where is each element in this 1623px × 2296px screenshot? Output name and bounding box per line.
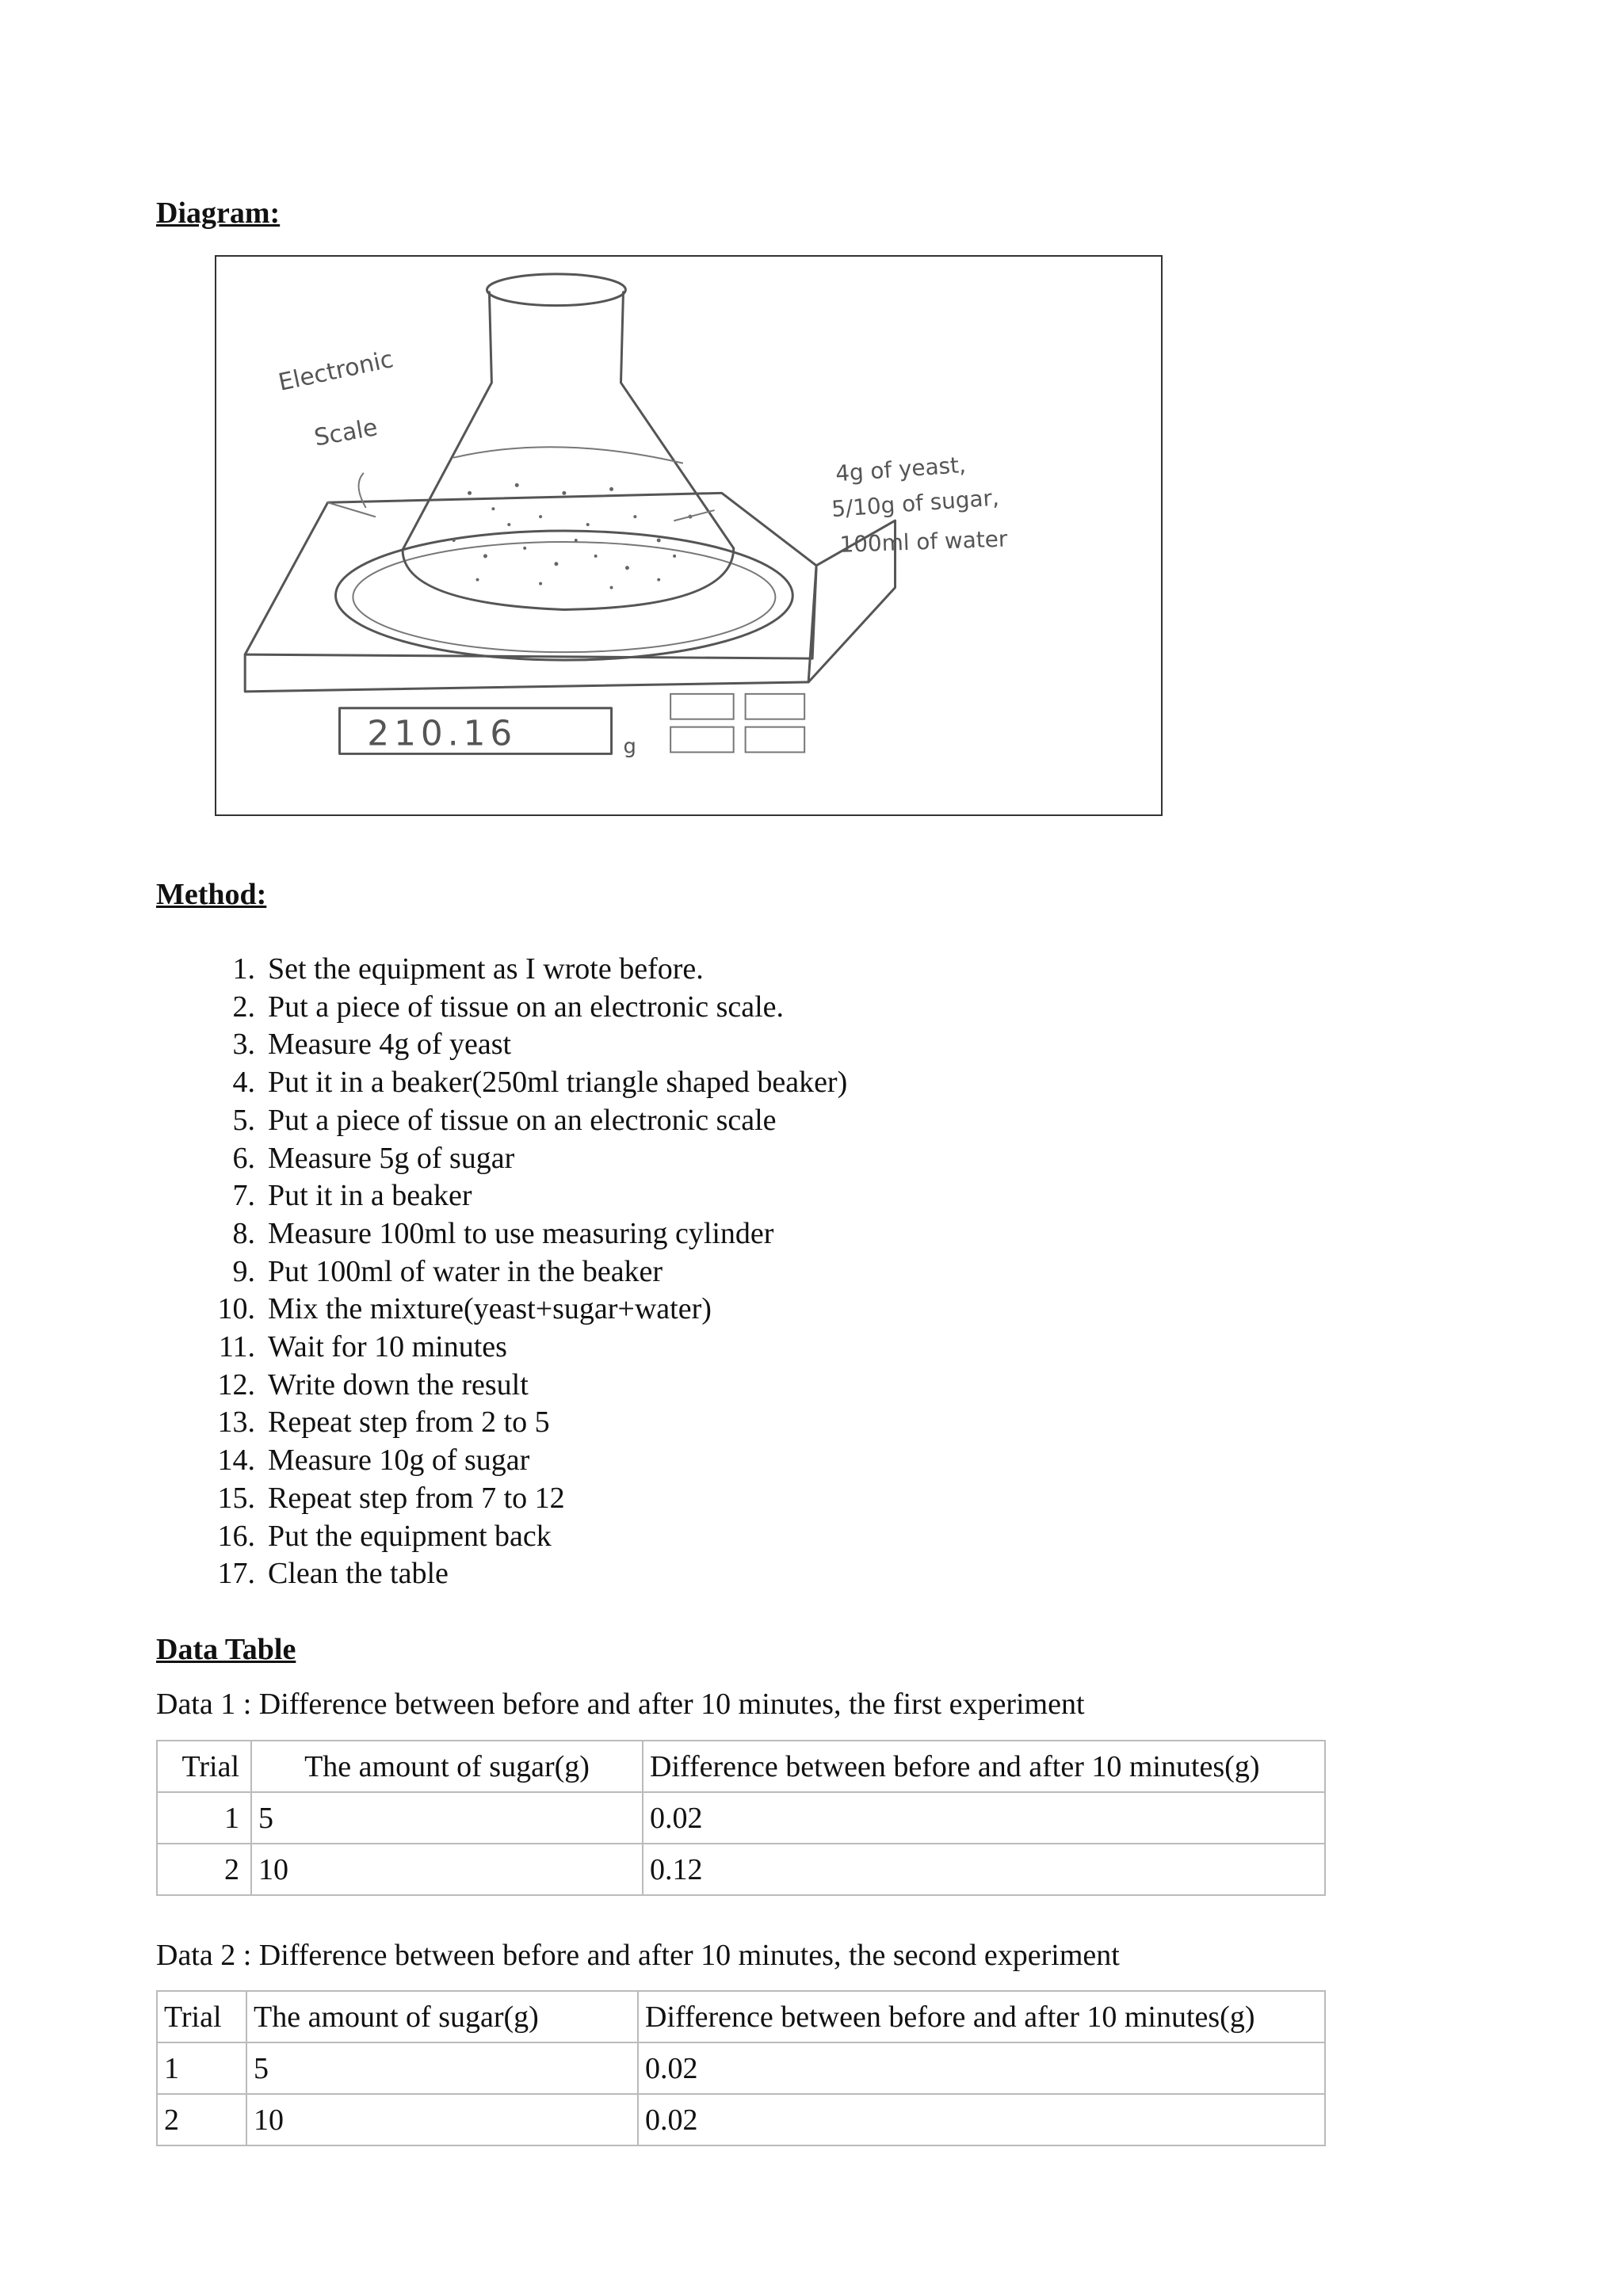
method-step-number: 7. (232, 1179, 255, 1213)
column-header-sugar: The amount of sugar(g) (251, 1741, 643, 1792)
table-cell-sugar: 10 (251, 1844, 643, 1895)
table-cell-sugar: 5 (251, 1792, 643, 1844)
method-step-number: 16. (217, 1519, 255, 1553)
table-cell-difference: 0.12 (643, 1844, 1325, 1895)
method-step-text: Put a piece of tissue on an electronic scale. (268, 990, 785, 1024)
method-step-text: Measure 5g of sugar (268, 1141, 515, 1175)
method-step (198, 1442, 847, 1480)
data2-caption: Data 2 : Difference between before and after 10 minutes, the second experiment (156, 1939, 1120, 1972)
method-step-number: 17. (217, 1557, 255, 1591)
table-row (157, 1844, 1325, 1895)
method-step-number: 14. (217, 1444, 255, 1478)
table-cell-sugar: 10 (246, 2094, 638, 2145)
conical-flask-drawing (403, 274, 734, 610)
data-table-heading: Data Table (156, 1633, 296, 1666)
data1-table (156, 1740, 1326, 1896)
table-row (157, 2094, 1325, 2145)
column-header-sugar: The amount of sugar(g) (246, 1991, 638, 2042)
method-step (198, 1215, 847, 1253)
method-step (198, 989, 847, 1027)
method-step (198, 1518, 847, 1556)
table-cell-trial: 2 (157, 1844, 251, 1895)
method-step (198, 1140, 847, 1178)
table-cell-trial: 1 (157, 2042, 246, 2094)
method-step-text: Wait for 10 minutes (268, 1330, 507, 1364)
method-step-text: Measure 4g of yeast (268, 1028, 512, 1062)
data1-caption: Data 1 : Difference between before and after 10 minutes, the first experiment (156, 1688, 1085, 1721)
table-cell-trial: 1 (157, 1792, 251, 1844)
method-step (198, 1026, 847, 1064)
table-row (157, 2042, 1325, 2094)
method-step (198, 1480, 847, 1518)
table-header-row (157, 1991, 1325, 2042)
method-steps-list (198, 951, 847, 1593)
method-step-number: 11. (218, 1330, 255, 1364)
data2-table (156, 1990, 1326, 2146)
method-step (198, 1367, 847, 1405)
flask-contents-label-2: 5/10g of sugar, (831, 484, 1000, 523)
flask-contents-label-3: 100ml of water (839, 525, 1008, 558)
method-step-number: 9. (232, 1254, 255, 1288)
method-step (198, 1329, 847, 1367)
method-step (198, 1177, 847, 1215)
column-header-difference: Difference between before and after 10 minutes(g) (643, 1741, 1325, 1792)
method-step-number: 1. (232, 952, 255, 986)
method-step-number: 5. (232, 1103, 255, 1137)
electronic-scale-label-2: Scale (311, 414, 380, 452)
method-step-text: Repeat step from 7 to 12 (268, 1481, 565, 1515)
method-step-number: 2. (232, 990, 255, 1024)
table-cell-difference: 0.02 (638, 2094, 1325, 2145)
method-step-text: Put it in a beaker (268, 1179, 472, 1213)
method-step (198, 1253, 847, 1291)
column-header-difference: Difference between before and after 10 minutes(g) (638, 1991, 1325, 2042)
experiment-sketch (215, 255, 1163, 816)
electronic-scale-drawing (245, 493, 895, 753)
method-step (198, 1064, 847, 1102)
method-step-text: Put 100ml of water in the beaker (268, 1254, 663, 1288)
method-step-number: 3. (232, 1028, 255, 1062)
method-step-text: Put it in a beaker(250ml triangle shaped beaker) (268, 1066, 848, 1100)
method-step-text: Repeat step from 2 to 5 (268, 1405, 550, 1440)
method-step-number: 6. (232, 1141, 255, 1175)
method-step (198, 1291, 847, 1329)
diagram-heading: Diagram: (156, 196, 281, 230)
method-step-text: Measure 100ml to use measuring cylinder (268, 1216, 774, 1250)
method-step-text: Mix the mixture(yeast+sugar+water) (268, 1292, 712, 1326)
method-step-text: Measure 10g of sugar (268, 1444, 530, 1478)
scale-display-reading: 210.16 (367, 713, 517, 754)
table-cell-difference: 0.02 (643, 1792, 1325, 1844)
method-step-number: 8. (232, 1216, 255, 1250)
method-step-number: 4. (232, 1066, 255, 1100)
method-step (198, 951, 847, 989)
method-step (198, 1404, 847, 1442)
method-step-text: Set the equipment as I wrote before. (268, 952, 704, 986)
method-step-text: Write down the result (268, 1367, 529, 1402)
table-header-row (157, 1741, 1325, 1792)
method-step-number: 10. (217, 1292, 255, 1326)
column-header-trial: Trial (157, 1991, 246, 2042)
table-cell-trial: 2 (157, 2094, 246, 2145)
scale-display-unit: g (623, 734, 636, 759)
flask-contents-label-1: 4g of yeast, (834, 451, 967, 487)
method-step-number: 13. (217, 1405, 255, 1440)
method-step-number: 12. (217, 1367, 255, 1402)
table-row (157, 1792, 1325, 1844)
method-step-text: Put the equipment back (268, 1519, 552, 1553)
method-heading: Method: (156, 878, 267, 911)
table-cell-sugar: 5 (246, 2042, 638, 2094)
method-step (198, 1555, 847, 1593)
method-step-text: Put a piece of tissue on an electronic scale (268, 1103, 777, 1137)
method-step-text: Clean the table (268, 1557, 449, 1591)
table-cell-difference: 0.02 (638, 2042, 1325, 2094)
column-header-trial: Trial (157, 1741, 251, 1792)
method-step-number: 15. (217, 1481, 255, 1515)
electronic-scale-label: Electronic (276, 345, 396, 397)
method-step (198, 1102, 847, 1140)
